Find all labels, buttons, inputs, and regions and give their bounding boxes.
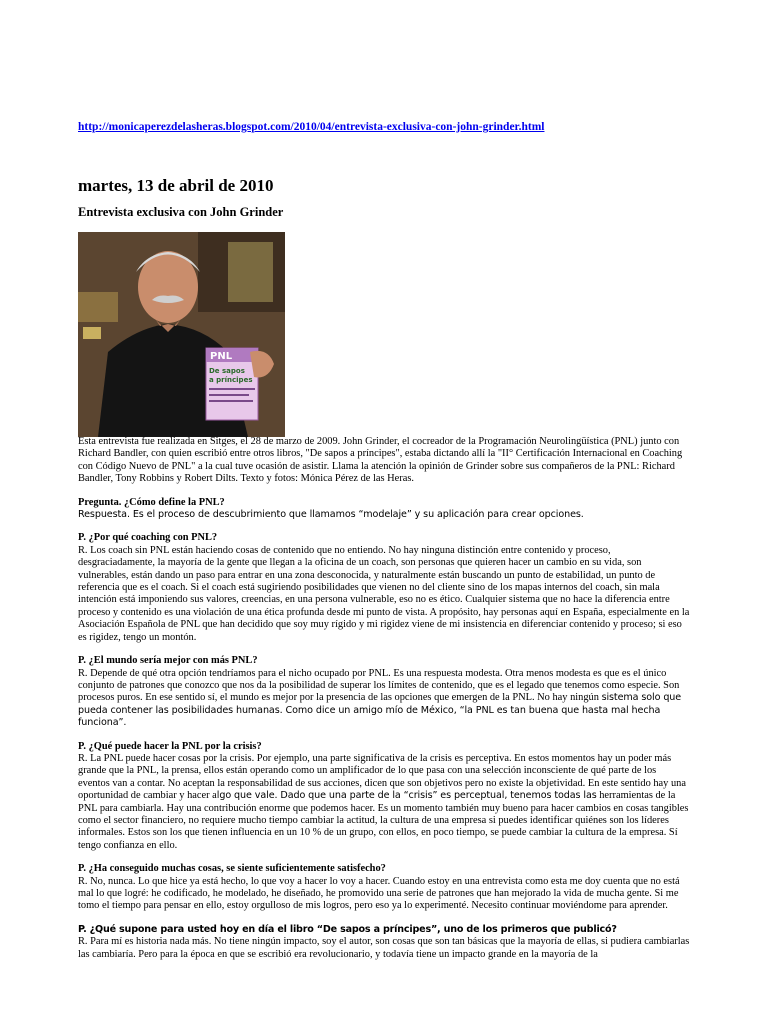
book-cover: [206, 348, 258, 420]
qa-block-4: [78, 741, 690, 853]
svg-text:PNL: PNL: [210, 351, 233, 362]
answer-5: R. No, nunca. Lo que hice ya está hecho, lo que voy a hacer lo voy a hacer. Cuando estoy en una entrevista como esta me doy cuenta que no está mal lo que logré: he codificado, he modelado, he diseñado, he promovido una serie de patrones que han mejorado la vida de mucha gente. Si me tomo el tiempo para pensar en ello, estoy orgulloso de mis logros, pero eso ya lo experimenté. Necesito continuar moviéndome para aprender.: [78, 875, 680, 912]
qa-block-6: [78, 924, 690, 961]
qa-block-1: [78, 497, 690, 522]
answer-3: R. Depende de qué otra opción tendríamos para el nicho ocupado por PNL. Es una respuesta modesta. Otra menos modesta es que es el único conjunto de patrones que conozco que nos da la posibilidad de superar los límites de contenido, que es el legado que tenemos como especie. Son procesos puros. En ese sentido sí, el mundo es mejor por la presencia de las opciones que emergen de la PNL. No hay ningún: [78, 667, 680, 704]
book-title-line2: a príncipes: [209, 376, 253, 384]
question-6: P. ¿Qué supone para usted hoy en día el libro “De sapos a príncipes”, uno de los primeros que publicó?: [78, 923, 617, 935]
answer-2: R. Los coach sin PNL están haciendo cosas de contenido que no entiendo. No hay ninguna distinción entre contenido y proceso, desgraciadamente, la mayoría de la gente que llegan a la oficina de un coach, son personas que quieren hacer un cambio en su vida, son vulnerables, están dando un paso para entrar en una zona desconocida, y naturalmente están buscando un punto de estabilidad, un punto de referencia que es el coach. Si el coach está sugiriendo posibilidades que vienen no del cliente sino de los mapas internos del coach, sin mala intención está imponiendo sus valores, creencias, en una persona vulnerable, eso no es ético. Cualquier sistema que no hace la diferencia entre proceso y contenido es una violación de una ética profunda desde mi punto de vista. A propósito, hay personas aquí en España, especialmente en la Asociación Española de PNL que han decidido que soy muy rígido y mi rigidez viene de mi insistencia en diferenciar contenido y proceso; si eso es rigidez, tengo un montón.: [78, 544, 690, 643]
question-4: P. ¿Qué puede hacer la PNL por la crisis?: [78, 740, 262, 752]
question-3: P. ¿El mundo sería mejor con más PNL?: [78, 655, 258, 667]
qa-block-5: [78, 863, 690, 913]
interview-photo: [78, 232, 285, 437]
date-header: martes, 13 de abril de 2010: [78, 176, 274, 195]
question-2: P. ¿Por qué coaching con PNL?: [78, 532, 218, 544]
answer-1: Respuesta. Es el proceso de descubrimiento que llamamos “modelaje” y su aplicación para crear opciones.: [78, 509, 584, 521]
intro-paragraph: Esta entrevista fue realizada en Sitges, el 28 de marzo de 2009. John Grinder, el cocreador de la Programación Neurolingüística (PNL) junto con Richard Bandler, con quien escribió entre otros libros, "De sapos a príncipes", estaba dictando allí la "II° Certificación Internacional en Coaching con Código Nuevo de PNL" a la cual tuve ocasión de asistir. Llama la atención la opinión de Grinder sobre sus compañeros de la PNL: Richard Bandler, Tony Robbins y Robert Dilts. Texto y fotos: Mónica Pérez de las Heras.: [78, 436, 683, 485]
question-1: Pregunta. ¿Cómo define la PNL?: [78, 496, 225, 508]
question-5: P. ¿Ha conseguido muchas cosas, se siente suficientemente satisfecho?: [78, 863, 386, 875]
post-title: Entrevista exclusiva con John Grinder: [78, 205, 284, 219]
answer-4: R. La PNL puede hacer cosas por la crisis. Por ejemplo, una parte significativa de la crisis es perceptiva. En estos momentos hay un poder más grande que la PNL, la prensa, ellos están operando como un amplificador de lo que pasa con una selección inconsciente de qué parte de los eventos van a contar. No aceptan la responsabilidad de sus acciones, dicen que son objetivos pero no existe la objetividad. En este sentido hay una oportunidad de cambiar y hacer a: [78, 752, 686, 802]
article-body: [78, 436, 690, 972]
book-title-line1: De sapos: [209, 367, 245, 375]
answer-6: R. Para mí es historia nada más. No tiene ningún impacto, soy el autor, son cosas que son tan básicas que la mayoría de ellas, si pudiera cambiarlas las cambiaría. Pero para la época en que se escribió era revolucionario, y todavía tiene un impacto grande en la mayoría de la: [78, 936, 690, 960]
answer-3-continued: sistema solo que pueda contener las posibilidades humanas. Como dice un amigo mío de México, “la PNL es tan buena que hasta mal hecha funciona”.: [78, 692, 682, 729]
answer-4-rest: herramientas de la PNL para cambiarla. Hay una contribución enorme que podemos hacer. Es un momento también muy bueno para hacer cambios en cosas tangibles como el sector financiero, no requiere mucho tiempo cambiar la actitud, la cultura de una empresa si puedes identificar quiénes son los líderes informales. Estos son los que tienen influencia en un 10 % de un grupo, con ellos, en poco tiempo, se puede cambiar la cultura de la empresa. Sí tengo confianza en ello.: [78, 790, 689, 851]
qa-block-3: [78, 655, 690, 729]
answer-4-highlight: lgo que vale. Dado que una parte de la “crisis” es perceptual, tenemos todas las: [216, 790, 597, 802]
source-url-link[interactable]: http://monicaperezdelasheras.blogspot.com/2010/04/entrevista-exclusiva-con-john-grinder.html: [78, 121, 545, 133]
qa-block-2: [78, 532, 690, 644]
